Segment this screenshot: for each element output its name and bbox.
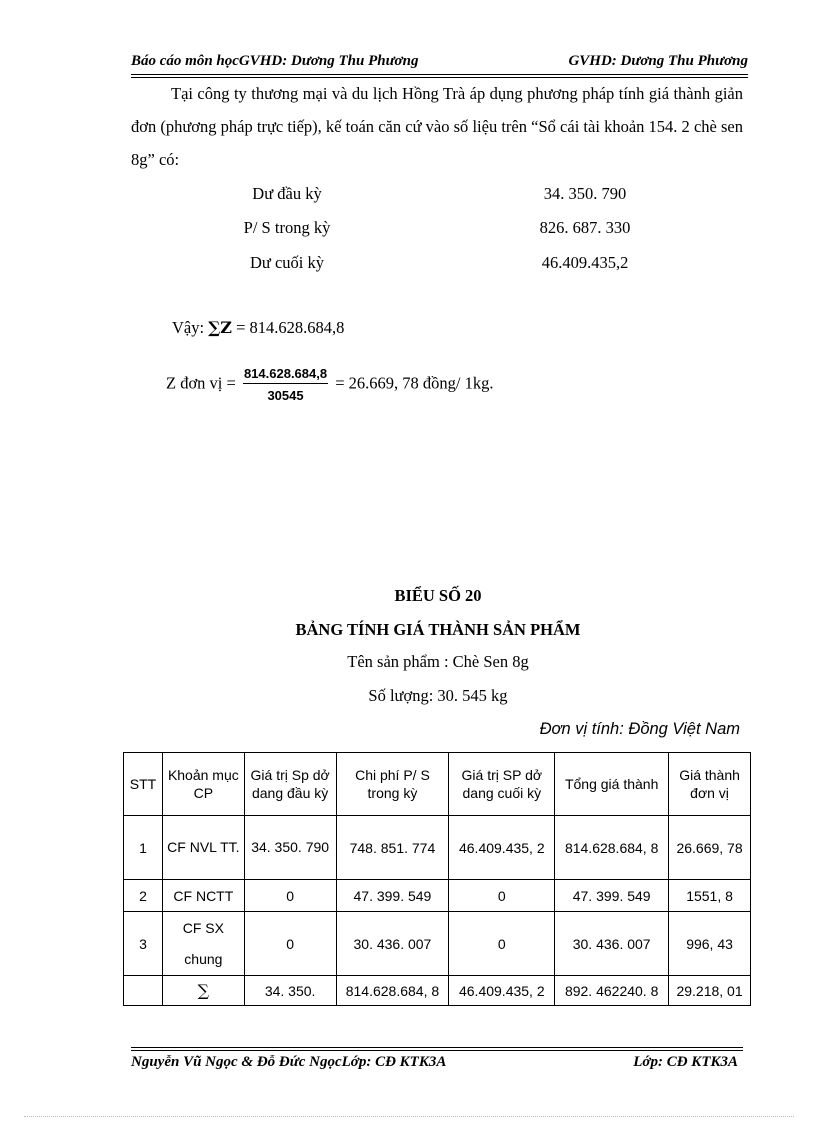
balance-label-period: P/ S trong kỳ bbox=[243, 218, 331, 237]
cell-tong: 814.628.684, 8 bbox=[555, 816, 669, 880]
product-quantity: Số lượng: 30. 545 kg bbox=[368, 686, 508, 705]
fraction-denominator: 30545 bbox=[267, 388, 304, 403]
cell-cuoi-ky: 0 bbox=[449, 912, 555, 976]
footer-left-text: Nguyễn Vũ Ngọc & Đỗ Đức NgọcLớp: CĐ KTK3A bbox=[131, 1054, 447, 1070]
sigma-z-symbol: ∑Z bbox=[208, 318, 232, 337]
table-subtitle: BẢNG TÍNH GIÁ THÀNH SẢN PHẨM bbox=[295, 620, 581, 639]
total-cost-value: = 814.628.684,8 bbox=[236, 318, 345, 337]
unit-cost-formula bbox=[166, 366, 493, 403]
table-header-row bbox=[124, 753, 751, 816]
page-bottom-edge bbox=[24, 1116, 794, 1117]
unit-cost-fraction bbox=[243, 366, 328, 403]
fraction-numerator: 814.628.684,8 bbox=[243, 366, 328, 384]
cell-item: CF NVL TT. bbox=[162, 816, 244, 880]
table-title: BIỂU SỐ 20 bbox=[394, 586, 482, 605]
header-don-vi: Giá thành đơn vị bbox=[669, 753, 751, 816]
header-stt: STT bbox=[124, 753, 163, 816]
total-cost-prefix: Vậy: bbox=[172, 318, 205, 337]
unit-cost-result: = 26.669, 78 đồng/ 1kg. bbox=[335, 373, 494, 393]
cell-dau-ky: 34. 350. bbox=[244, 976, 336, 1006]
footer-divider-thin bbox=[131, 1050, 743, 1051]
product-name: Tên sản phẩm : Chè Sen 8g bbox=[347, 652, 529, 671]
cell-cuoi-ky: 46.409.435, 2 bbox=[449, 816, 555, 880]
table-row bbox=[124, 880, 751, 912]
cell-cuoi-ky: 46.409.435, 2 bbox=[449, 976, 555, 1006]
cell-don-vi: 26.669, 78 bbox=[669, 816, 751, 880]
total-cost-formula bbox=[172, 318, 344, 338]
header-left-text: Báo cáo môn họcGVHD: Dương Thu Phương bbox=[131, 53, 419, 69]
header-chi-phi: Chi phí P/ S trong kỳ bbox=[336, 753, 449, 816]
cell-chi-phi: 47. 399. 549 bbox=[336, 880, 449, 912]
balance-label-opening: Dư đầu kỳ bbox=[252, 184, 322, 203]
currency-unit: Đơn vị tính: Đồng Việt Nam bbox=[539, 720, 740, 738]
cell-dau-ky: 0 bbox=[244, 880, 336, 912]
balance-value-closing: 46.409.435,2 bbox=[541, 253, 629, 272]
cell-chi-phi: 748. 851. 774 bbox=[336, 816, 449, 880]
cell-stt: 1 bbox=[124, 816, 163, 880]
cell-chi-phi: 814.628.684, 8 bbox=[336, 976, 449, 1006]
cell-tong: 47. 399. 549 bbox=[555, 880, 669, 912]
cell-tong: 892. 462240. 8 bbox=[555, 976, 669, 1006]
header-right-text: GVHD: Dương Thu Phương bbox=[568, 53, 748, 69]
cell-stt bbox=[124, 976, 163, 1006]
cell-dau-ky: 34. 350. 790 bbox=[244, 816, 336, 880]
cell-don-vi: 29.218, 01 bbox=[669, 976, 751, 1006]
table-row bbox=[124, 816, 751, 880]
table-row bbox=[124, 912, 751, 976]
cell-chi-phi: 30. 436. 007 bbox=[336, 912, 449, 976]
cell-don-vi: 1551, 8 bbox=[669, 880, 751, 912]
balance-label-closing: Dư cuối kỳ bbox=[249, 253, 325, 272]
intro-paragraph-text: Tại công ty thương mại và du lịch Hồng Trà áp dụng phương pháp tính giá thành giản đơn (phương pháp trực tiếp), kế toán căn cứ vào số liệu trên “Sổ cái tài khoản 154. 2 chè sen 8g” có: bbox=[131, 84, 743, 169]
cell-dau-ky: 0 bbox=[244, 912, 336, 976]
header-dau-ky: Giá trị Sp dở dang đầu kỳ bbox=[244, 753, 336, 816]
balance-value-period: 826. 687. 330 bbox=[539, 218, 631, 237]
cost-table bbox=[123, 752, 751, 1006]
header-khoan-muc: Khoản mục CP bbox=[162, 753, 244, 816]
unit-cost-prefix: Z đơn vị = bbox=[166, 373, 236, 393]
footer-divider bbox=[131, 1047, 743, 1048]
balance-value-opening: 34. 350. 790 bbox=[543, 184, 627, 203]
cell-cuoi-ky: 0 bbox=[449, 880, 555, 912]
cell-item: CF NCTT bbox=[162, 880, 244, 912]
cell-don-vi: 996, 43 bbox=[669, 912, 751, 976]
intro-paragraph bbox=[131, 77, 743, 176]
cell-tong: 30. 436. 007 bbox=[555, 912, 669, 976]
header-cuoi-ky: Giá trị SP dở dang cuối kỳ bbox=[449, 753, 555, 816]
footer-right-text: Lớp: CĐ KTK3A bbox=[633, 1054, 738, 1070]
header-tong: Tổng giá thành bbox=[555, 753, 669, 816]
cell-item: CF SX chung bbox=[162, 912, 244, 976]
table-total-row bbox=[124, 976, 751, 1006]
header-divider bbox=[131, 74, 748, 75]
cell-stt: 3 bbox=[124, 912, 163, 976]
cell-stt: 2 bbox=[124, 880, 163, 912]
cell-sum-symbol: ∑ bbox=[162, 976, 244, 1006]
